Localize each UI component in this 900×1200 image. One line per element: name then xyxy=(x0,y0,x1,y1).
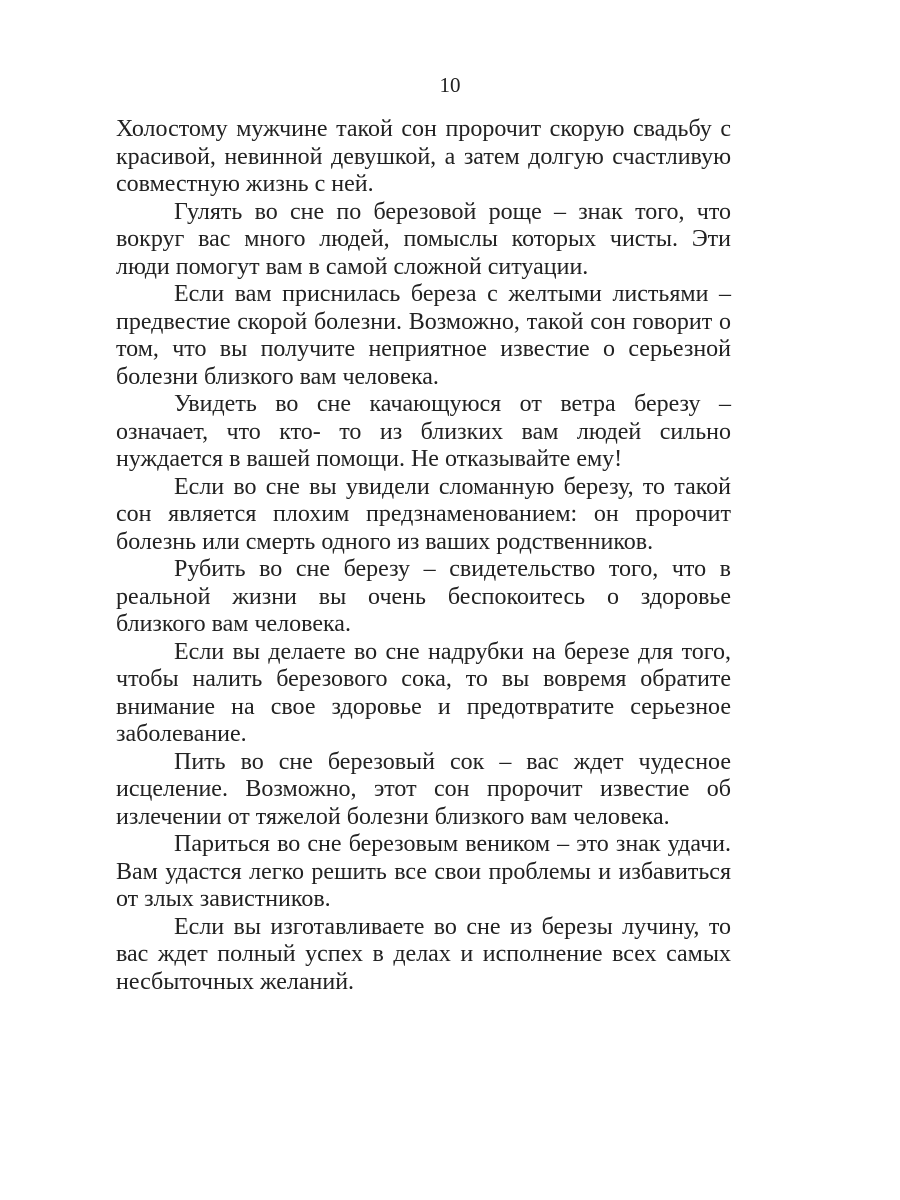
paragraph: Париться во сне березовым веником – это знак удачи. Вам удастся легко решить все свои проблемы и избавиться от злых завистников. xyxy=(116,831,731,912)
paragraph: Если вы делаете во сне надрубки на березе для того, чтобы налить березового сока, то вы вовремя обратите внимание на свое здоровье и предотвратите серьезное заболевание. xyxy=(116,638,731,747)
paragraph: Увидеть во сне качающуюся от ветра березу – означает, что кто- то из близких вам людей сильно нуждается в вашей помощи. Не отказывайте ему! xyxy=(116,391,731,472)
page-number: 10 xyxy=(439,73,461,97)
paragraph: Холостому мужчине такой сон пророчит скорую свадьбу с красивой, невинной девушкой, а затем долгую счастливую совместную жизнь с ней. xyxy=(116,116,731,197)
paragraph: Гулять во сне по березовой роще – знак того, что вокруг вас много людей, помыслы которых чисты. Эти люди помогут вам в самой сложной ситуации. xyxy=(116,198,731,280)
body-text xyxy=(116,116,731,996)
paragraph: Если вы изготавливаете во сне из березы лучину, то вас ждет полный успех в делах и исполнение всех самых несбыточных желаний. xyxy=(116,913,731,995)
paragraph: Рубить во сне березу – свидетельство того, что в реальной жизни вы очень беспокоитесь о здоровье близкого вам человека. xyxy=(116,556,731,637)
paragraph: Если во сне вы увидели сломанную березу, то такой сон является плохим предзнаменованием: он пророчит болезнь или смерть одного из ваших родственников. xyxy=(116,473,731,555)
paragraph: Пить во сне березовый сок – вас ждет чудесное исцеление. Возможно, этот сон пророчит известие об излечении от тяжелой болезни близкого вам человека. xyxy=(116,748,731,830)
paragraph: Если вам приснилась береза с желтыми листьями – предвестие скорой болезни. Возможно, такой сон говорит о том, что вы получите неприятное известие о серьезной болезни близкого вам человека. xyxy=(116,281,731,390)
